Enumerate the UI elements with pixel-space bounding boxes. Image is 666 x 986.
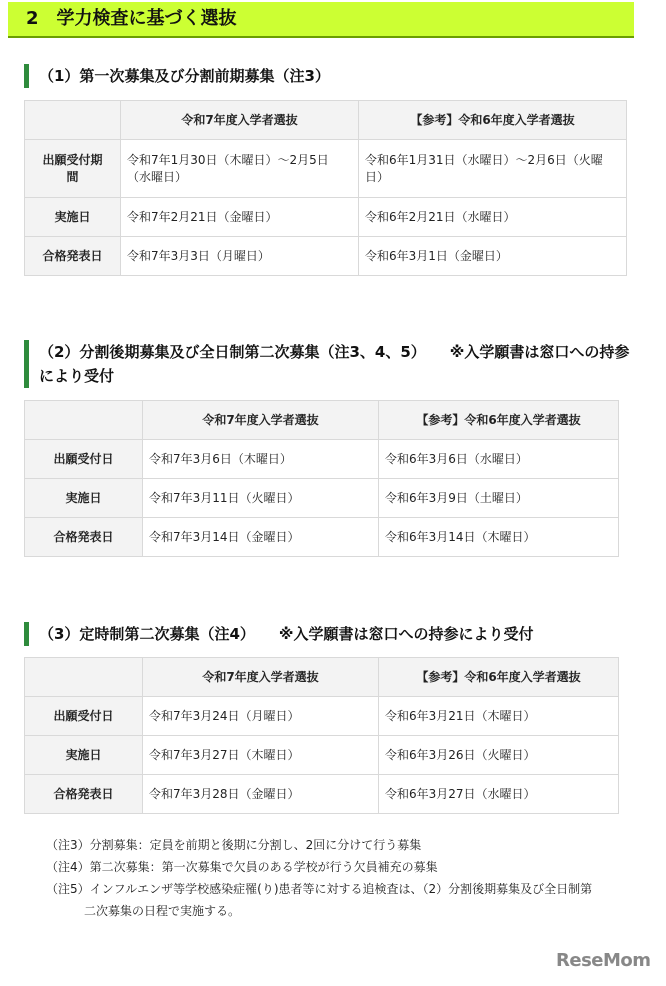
section-2-note: ※入学願書は窓口への持参により受付 [39, 343, 630, 385]
table-row [25, 775, 619, 814]
table-header-row [25, 658, 619, 697]
cell-r6: 令和6年3月27日（水曜日） [379, 775, 619, 814]
table-row [25, 237, 627, 276]
header-r6: 【参考】令和6年度入学者選抜 [379, 401, 619, 440]
cell-r7: 令和7年3月3日（月曜日） [121, 237, 359, 276]
resemom-logo: ReseMom [556, 950, 651, 971]
table-row [25, 736, 619, 775]
cell-r7: 令和7年2月21日（金曜日） [121, 198, 359, 237]
cell-r6: 令和6年3月9日（土曜日） [379, 479, 619, 518]
section-2-heading [24, 340, 634, 388]
footnote-3: （注3）分割募集：定員を前期と後期に分割し、2回に分けて行う募集 [46, 838, 422, 852]
header-r7: 令和7年度入学者選抜 [121, 101, 359, 140]
header-empty [25, 101, 121, 140]
cell-r6: 令和6年3月26日（火曜日） [379, 736, 619, 775]
cell-r7: 令和7年3月6日（木曜日） [143, 440, 379, 479]
table-row [25, 518, 619, 557]
cell-r6: 令和6年3月6日（水曜日） [379, 440, 619, 479]
row-label: 出願受付日 [25, 440, 143, 479]
section-3-heading [24, 622, 533, 646]
table-row [25, 440, 619, 479]
cell-r6: 令和6年3月1日（金曜日） [359, 237, 627, 276]
table-row [25, 697, 619, 736]
cell-r7: 令和7年3月24日（月曜日） [143, 697, 379, 736]
footnote-5-continued: 二次募集の日程で実施する。 [84, 904, 241, 918]
cell-r6: 令和6年3月14日（木曜日） [379, 518, 619, 557]
row-label: 実施日 [25, 198, 121, 237]
page-title: 2 学力検査に基づく選抜 [8, 2, 634, 38]
row-label: 実施日 [25, 479, 143, 518]
cell-r7: 令和7年3月27日（木曜日） [143, 736, 379, 775]
table-row [25, 198, 627, 237]
footnote-5: （注5）インフルエンザ等学校感染症罹(り)患者等に対する追検査は、（2）分割後期募集及び全日制第 [46, 882, 593, 896]
section-1-title: （1）第一次募集及び分割前期募集（注3） [39, 67, 330, 85]
header-r7: 令和7年度入学者選抜 [143, 658, 379, 697]
section-1-heading [24, 64, 330, 88]
header-empty [25, 658, 143, 697]
row-label: 出願受付日 [25, 697, 143, 736]
row-label: 合格発表日 [25, 237, 121, 276]
table-row [25, 479, 619, 518]
row-label: 合格発表日 [25, 518, 143, 557]
section-2-title: （2）分割後期募集及び全日制第二次募集（注3、4、5） [39, 343, 426, 361]
section-2-table [24, 400, 619, 557]
cell-r7: 令和7年3月28日（金曜日） [143, 775, 379, 814]
cell-r6: 令和6年1月31日（水曜日）～2月6日（火曜日） [359, 140, 627, 198]
cell-r7: 令和7年3月11日（火曜日） [143, 479, 379, 518]
footnote-4: （注4）第二次募集：第一次募集で欠員のある学校が行う欠員補充の募集 [46, 860, 438, 874]
footnotes [46, 834, 636, 922]
table-header-row [25, 401, 619, 440]
cell-r7: 令和7年3月14日（金曜日） [143, 518, 379, 557]
header-r6: 【参考】令和6年度入学者選抜 [359, 101, 627, 140]
cell-r7: 令和7年1月30日（木曜日）～2月5日（水曜日） [121, 140, 359, 198]
header-r7: 令和7年度入学者選抜 [143, 401, 379, 440]
table-row [25, 140, 627, 198]
row-label: 出願受付期間 [25, 140, 121, 198]
header-empty [25, 401, 143, 440]
row-label: 実施日 [25, 736, 143, 775]
section-3-note: ※入学願書は窓口への持参により受付 [278, 625, 534, 643]
header-r6: 【参考】令和6年度入学者選抜 [379, 658, 619, 697]
section-3-title: （3）定時制第二次募集（注4） [39, 625, 255, 643]
section-1-table [24, 100, 627, 276]
cell-r6: 令和6年3月21日（木曜日） [379, 697, 619, 736]
cell-r6: 令和6年2月21日（水曜日） [359, 198, 627, 237]
table-header-row [25, 101, 627, 140]
section-3-table [24, 657, 619, 814]
row-label: 合格発表日 [25, 775, 143, 814]
